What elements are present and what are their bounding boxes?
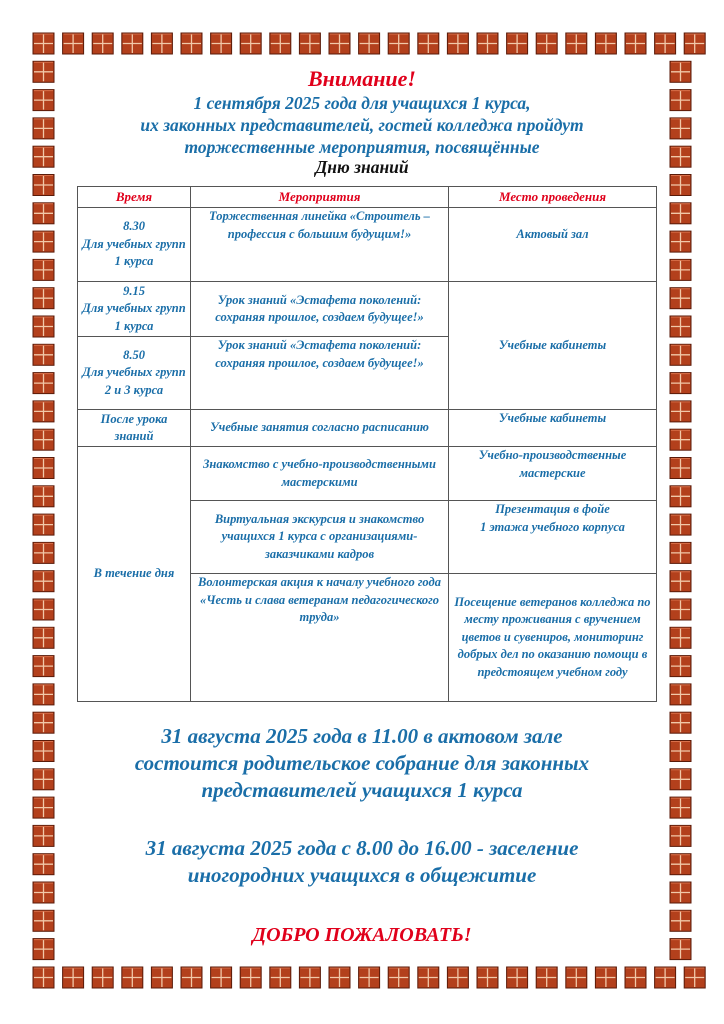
border-brick — [670, 146, 691, 167]
border-brick — [181, 967, 202, 988]
border-brick — [670, 882, 691, 903]
border-brick — [33, 486, 54, 507]
event-cell: Знакомство с учебно-производственными мастерскими — [191, 447, 449, 501]
border-brick — [655, 33, 676, 54]
border-brick — [625, 967, 646, 988]
attention-title: Внимание! — [308, 66, 416, 91]
border-brick — [670, 175, 691, 196]
time-cell: 8.50 Для учебных групп 2 и 3 курса — [78, 337, 191, 410]
border-brick — [536, 33, 557, 54]
border-brick — [33, 542, 54, 563]
border-brick — [33, 910, 54, 931]
place-cell: Презентация в фойе 1 этажа учебного корпуса — [449, 501, 657, 574]
border-brick — [566, 967, 587, 988]
border-brick — [33, 627, 54, 648]
border-brick — [670, 401, 691, 422]
border-brick — [240, 967, 261, 988]
border-brick — [33, 61, 54, 82]
notice-line: представителей учащихся 1 курса — [201, 778, 523, 802]
place-cell: Актовый зал — [449, 208, 657, 282]
border-brick — [536, 967, 557, 988]
border-brick — [33, 146, 54, 167]
column-header-events: Мероприятия — [191, 187, 449, 208]
border-brick — [655, 967, 676, 988]
border-brick — [477, 967, 498, 988]
border-brick — [151, 967, 172, 988]
border-brick — [299, 33, 320, 54]
border-brick — [670, 203, 691, 224]
time-cell: 8.30 Для учебных групп 1 курса — [78, 208, 191, 282]
border-brick — [270, 33, 291, 54]
border-brick — [33, 741, 54, 762]
border-brick — [329, 967, 350, 988]
border-brick — [33, 571, 54, 592]
notice-line: 31 августа 2025 года в 11.00 в актовом зале — [161, 724, 563, 748]
column-header-time: Время — [78, 187, 191, 208]
time-cell: После урока знаний — [78, 410, 191, 447]
border-brick — [670, 797, 691, 818]
border-brick — [299, 967, 320, 988]
border-brick — [122, 967, 143, 988]
border-brick — [418, 967, 439, 988]
border-brick — [625, 33, 646, 54]
border-brick — [670, 90, 691, 111]
place-cell: Посещение ветеранов колледжа по месту проживания с вручением цветов и сувениров, мониторинг добрых дел по оказанию помощи в предстоящем учебном году — [449, 574, 657, 702]
border-brick — [359, 967, 380, 988]
welcome-text: ДОБРО ПОЖАЛОВАТЬ! — [252, 924, 472, 946]
border-brick — [670, 429, 691, 450]
border-brick — [92, 967, 113, 988]
border-brick — [477, 33, 498, 54]
border-brick — [33, 967, 54, 988]
border-brick — [33, 882, 54, 903]
border-brick — [33, 429, 54, 450]
border-brick — [122, 33, 143, 54]
border-brick — [670, 854, 691, 875]
border-brick — [670, 769, 691, 790]
border-brick — [270, 967, 291, 988]
border-brick — [63, 33, 84, 54]
table-row — [78, 410, 657, 447]
border-brick — [33, 854, 54, 875]
border-brick — [670, 259, 691, 280]
border-brick — [33, 401, 54, 422]
border-brick — [595, 33, 616, 54]
schedule-table — [77, 186, 657, 702]
border-brick — [670, 939, 691, 960]
border-brick — [388, 33, 409, 54]
border-brick — [670, 571, 691, 592]
border-brick — [670, 656, 691, 677]
border-brick — [670, 514, 691, 535]
border-brick — [33, 90, 54, 111]
place-cell: Учебные кабинеты — [449, 282, 657, 410]
border-brick — [670, 741, 691, 762]
border-brick — [595, 967, 616, 988]
border-brick — [670, 288, 691, 309]
notice-line: 31 августа 2025 года с 8.00 до 16.00 - заселение — [145, 836, 579, 860]
poster — [58, 66, 666, 958]
border-brick — [33, 514, 54, 535]
border-brick — [418, 33, 439, 54]
border-brick — [211, 967, 232, 988]
event-cell: Урок знаний «Эстафета поколений: сохраняя прошлое, создаем будущее!» — [191, 337, 449, 410]
event-cell: Виртуальная экскурсия и знакомство учащихся 1 курса с организациями-заказчиками кадров — [191, 501, 449, 574]
border-brick — [670, 712, 691, 733]
border-brick — [670, 684, 691, 705]
dormitory-notice — [58, 835, 666, 889]
border-brick — [670, 486, 691, 507]
border-brick — [33, 203, 54, 224]
border-brick — [670, 599, 691, 620]
place-cell: Учебно-производственные мастерские — [449, 447, 657, 501]
border-brick — [507, 33, 528, 54]
border-brick — [670, 458, 691, 479]
border-brick — [670, 118, 691, 139]
notice-line: иногородних учащихся в общежитие — [187, 863, 537, 887]
border-brick — [181, 33, 202, 54]
border-brick — [33, 373, 54, 394]
border-brick — [240, 33, 261, 54]
header-line-4: Дню знаний — [315, 157, 409, 177]
event-cell: Торжественная линейка «Строитель – профессия с большим будущим!» — [191, 208, 449, 282]
border-brick — [507, 967, 528, 988]
header-line-2: их законных представителей, гостей колледжа пройдут — [140, 115, 584, 135]
border-brick — [33, 599, 54, 620]
border-brick — [670, 825, 691, 846]
time-cell: 9.15 Для учебных групп 1 курса — [78, 282, 191, 337]
border-brick — [670, 542, 691, 563]
notice-line: состоится родительское собрание для законных — [134, 751, 590, 775]
border-brick — [670, 373, 691, 394]
border-brick — [33, 769, 54, 790]
border-brick — [33, 939, 54, 960]
parent-meeting-notice — [58, 723, 666, 804]
announcement-header — [58, 66, 666, 176]
border-brick — [359, 33, 380, 54]
border-brick — [33, 316, 54, 337]
column-header-place: Место проведения — [449, 187, 657, 208]
border-brick — [211, 33, 232, 54]
border-brick — [684, 33, 705, 54]
border-brick — [670, 231, 691, 252]
border-brick — [33, 825, 54, 846]
border-brick — [447, 967, 468, 988]
place-cell: Учебные кабинеты — [449, 410, 657, 447]
border-brick — [329, 33, 350, 54]
border-brick — [33, 259, 54, 280]
border-brick — [670, 316, 691, 337]
border-brick — [447, 33, 468, 54]
border-brick — [33, 288, 54, 309]
event-cell: Учебные занятия согласно расписанию — [191, 410, 449, 447]
border-brick — [670, 910, 691, 931]
border-brick — [670, 627, 691, 648]
border-brick — [33, 175, 54, 196]
border-brick — [33, 33, 54, 54]
border-brick — [63, 967, 84, 988]
table-header-row — [78, 187, 657, 208]
border-brick — [670, 344, 691, 365]
border-brick — [33, 231, 54, 252]
border-brick — [670, 61, 691, 82]
border-brick — [388, 967, 409, 988]
event-cell: Урок знаний «Эстафета поколений: сохраняя прошлое, создаем будущее!» — [191, 282, 449, 337]
header-line-1: 1 сентября 2025 года для учащихся 1 курса, — [193, 93, 531, 113]
border-brick — [33, 118, 54, 139]
table-row — [78, 208, 657, 282]
header-line-3: торжественные мероприятия, посвящённые — [184, 137, 540, 157]
time-cell: В течение дня — [78, 447, 191, 702]
border-brick — [151, 33, 172, 54]
border-brick — [33, 656, 54, 677]
border-brick — [684, 967, 705, 988]
table-row — [78, 447, 657, 501]
border-brick — [33, 684, 54, 705]
border-brick — [33, 797, 54, 818]
border-brick — [33, 712, 54, 733]
event-cell: Волонтерская акция к началу учебного года «Честь и слава ветеранам педагогического труда» — [191, 574, 449, 702]
table-row — [78, 282, 657, 337]
border-brick — [33, 458, 54, 479]
border-brick — [33, 344, 54, 365]
border-brick — [92, 33, 113, 54]
border-brick — [566, 33, 587, 54]
